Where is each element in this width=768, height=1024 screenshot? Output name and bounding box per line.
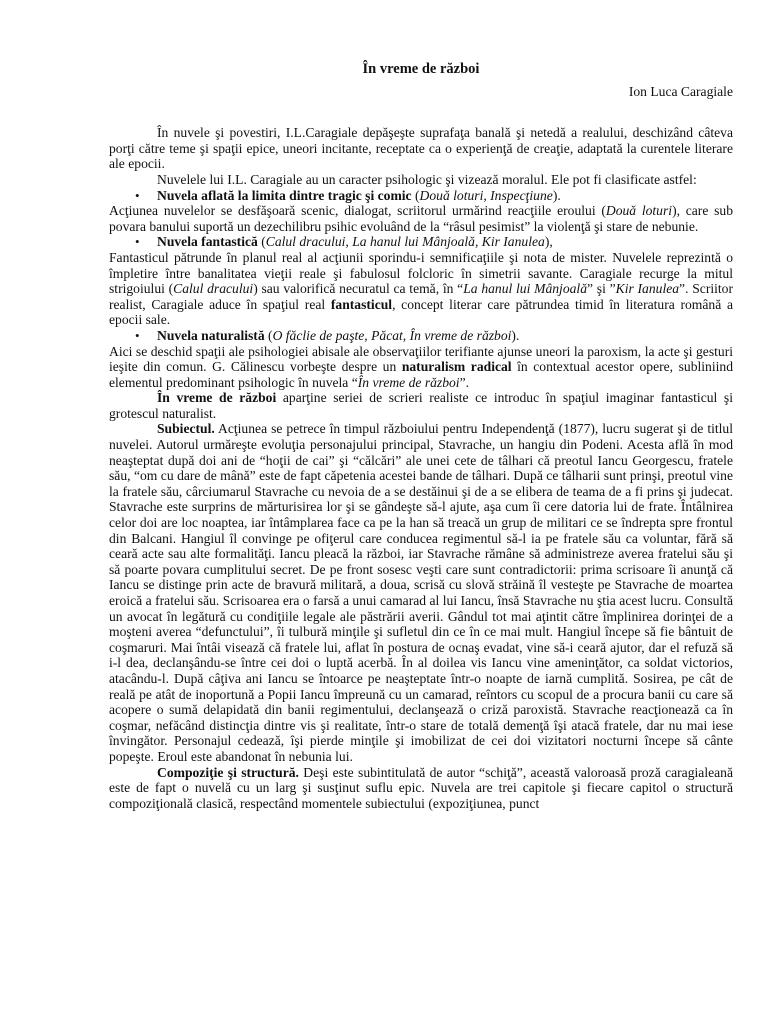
document-title: În vreme de război — [362, 61, 480, 77]
paren-close: ). — [511, 327, 520, 343]
bullet-naturalist — [109, 328, 733, 344]
document-author: Ion Luca Caragiale — [628, 83, 733, 99]
paren-open: ( — [264, 327, 273, 343]
paren-open: ( — [257, 234, 266, 250]
bullet-label: Nuvela fantastică — [157, 234, 258, 250]
work-paragraph: În vreme de război aparţine seriei de scrieri realiste ce introduc în spaţiul imaginar fantasticul şi grotescul naturalist. — [109, 390, 733, 421]
tragic-comic-paragraph: Acţiunea nuvelelor se desfăşoară scenic, dialogat, scriitorul urmărind reacţiile eroului (Două loturi), care sub povara banului suportă un dezechilibru psihic evoluând de la “râsul pesimist” la violenţă şi stare de nebunie. — [109, 203, 734, 234]
bullet-fantastic — [109, 234, 733, 250]
paren-open: ( — [411, 187, 420, 203]
composition-paragraph: Compoziţie şi structură. Deşi este subintitulată de autor “schiţă”, această valoroasă proză caragialeană este de fapt o nuvelă cu un larg şi susţinut suflu epic. Nuvela are trei capitole şi fiecare capitol o structură compoziţională clasică, respectând momentele subiectului (expoziţiunea, punct — [109, 764, 734, 811]
bullet-label: Nuvela naturalistă — [157, 327, 265, 343]
bullet-works: O făclie de paşte, Păcat, În vreme de război — [272, 327, 512, 343]
bullet-works: Două loturi, Inspecţiune — [419, 187, 553, 203]
classification-paragraph: Nuvelele lui I.L. Caragiale au un caracter psihologic şi vizează moralul. Ele pot fi clasificate astfel: — [157, 171, 697, 187]
intro-paragraph: În nuvele şi povestiri, I.L.Caragiale depăşeşte suprafaţa banală şi netedă a realului, deschizând câteva porţi către teme şi spaţii epice, uneori incitante, receptate ca o experienţă de creaţie, adaptată la curentele literare ale epocii. — [109, 125, 733, 172]
naturalist-paragraph: Aici se deschid spaţii ale psihologiei abisale ale observaţiilor terifiante ajunse uneori la paroxism, la acte şi gesturi ieşite din comun. G. Călinescu vorbeşte despre un naturalism radical în contextual acestor opere, subliniind elementul predominant psihologic în nuvela “În vreme de război”. — [109, 343, 733, 390]
paren-close: ), — [544, 234, 553, 250]
section-heading: Subiectul. — [157, 421, 215, 437]
document-page — [109, 62, 733, 811]
bullet-tragic-comic — [109, 188, 733, 204]
bullet-works: Calul dracului, La hanul lui Mânjoală, Kir Ianulea — [265, 234, 545, 250]
subject-paragraph: Subiectul. Acţiunea se petrece în timpul războiului pentru Independenţă (1877), lucru sugerat şi de titlul nuvelei. Autorul urmăreşte evoluţia personajului principal, Stavrache, un hangiu din Podeni. Acesta află în mod neaşteptat după doi ani de “hoţii de cai” şi “călcări” ale unei cete de tâlhari că preotul Iancu Georgescu, fratele său, “om cu dare de mână” este de fapt căpetenia acestei bande de tâlhari. După ce tâlharii sunt prinşi, preotul vine la fratele său, cârciumarul Stavrache cu nevoia de a se destăinui şi de a se elibera de teama de a fi prins şi judecat. Stavrache este surprins de mărturisirea lor şi se gândeşte să-l ajute, aşa cum îi cere datoria lui de frate. Întâlnirea celor doi are loc noaptea, iar întâmplarea face ca pe la han să treacă un grup de militari ce se îndrepta spre frontul din Balcani. Hangiul îl convinge pe ofiţerul care conducea regimentul să-l ia pe fratele său ca voluntar, fără să ceară acte sau alte formalităţi. Iancu pleacă la război, iar Stavrache rămâne să administreze averea fratelui său şi să poarte povara cumplitului secret. De pe front sosesc veşti care sunt contradictorii: prima scrisoare îi anunţă că Iancu se distinge prin acte de bravură militară, a doua, scrisă cu slovă străină îl vesteşte pe Stavrache de moartea eroică a fratelui său. Scrisoarea era o farsă a unui camarad al lui Iancu, însă Stavrache nu ştia acest lucru. Consultă un avocat în legătură cu condiţiile legale ale păstrării averii. Gândul tot mai aţintit către împlinirea dorinţei de a moşteni averea “defunctului”, îi tulbură minţile şi sufletul din ce în ce mai mult. Hangiul începe să fie bântuit de coşmaruri. Mai întâi visează că fratele lui, aflat în postura de ocnaş evadat, vine să-i ceară ajutor, dar el refuză să i-l dea, declanşându-se între cei doi o luptă acerbă. În al doilea vis Iancu vine ameninţător, ca soldat victorios, atacându-l. După câţiva ani Iancu se întoarce pe neaşteptate într-o noapte de iarnă cumplită. Sosirea, pe cât de reală pe atât de inoportună a Popii Iancu împreună cu un camarad, reîntors cu scopul de a procura banii cu care să acopere o sumă delapidată din banii regimentului, declanşează o criză paroxistă. Stavrache reacţionează ca în coşmar, nefăcând distincţia dintre vis şi realitate, într-o stare de totală demenţă îşi atacă fratele, dar nu mai iese învingător. Personajul cedează, îşi pierde minţile şi imobilizat de cei doi vizitatori nocturni începe să cânte popeşte. Eroul este abandonat în nebunia lui. — [109, 421, 733, 764]
section-heading: Compoziţie şi structură. — [157, 764, 299, 780]
fantastic-paragraph: Fantasticul pătrunde în planul real al acţiunii sporindu-i semnificaţiile şi nota de mister. Nuvelele reprezintă o împletire între banalitatea vieţii reale şi fabulosul folcloric în simetrii savante. Caragiale recurge la mitul strigoiului (Calul dracului) sau valorifică necuratul ca temă, în “La hanul lui Mânjoală” şi ”Kir Ianulea”. Scriitor realist, Caragiale aduce în spaţiul real fantasticul, concept literar care pătrundea timid în literatura română a epocii sale. — [109, 249, 733, 328]
paren-close: ). — [552, 187, 561, 203]
bullet-label: Nuvela aflată la limita dintre tragic şi comic — [157, 187, 412, 203]
